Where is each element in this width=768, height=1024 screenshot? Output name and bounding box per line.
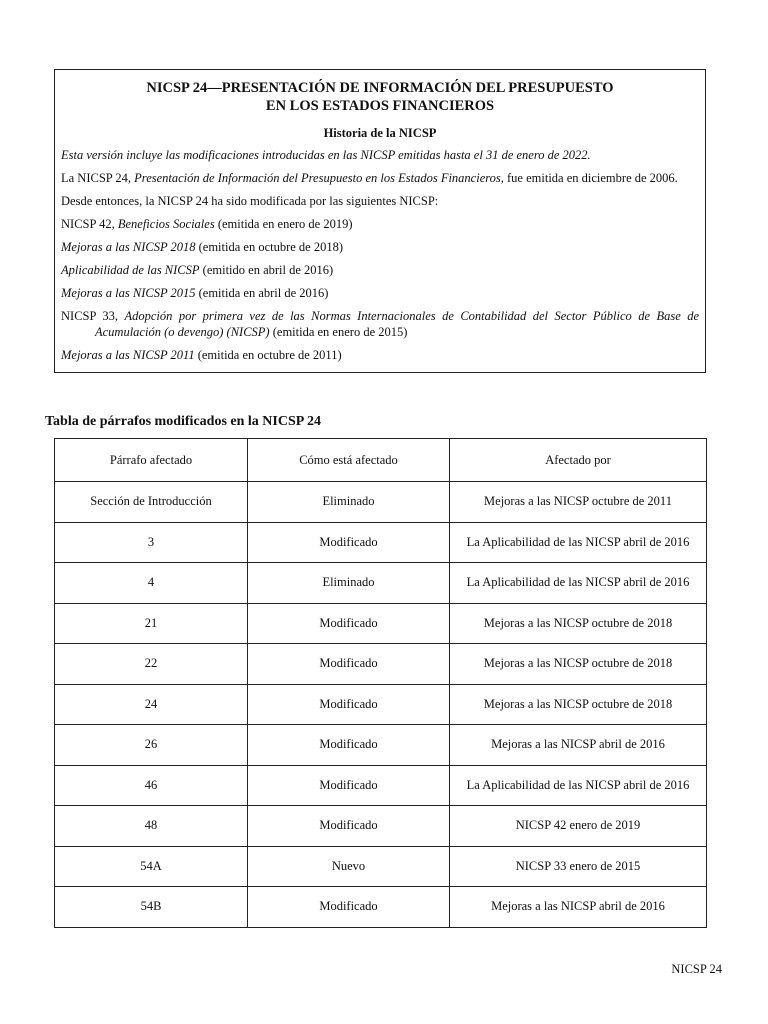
cell-by: Mejoras a las NICSP octubre de 2018 [450,644,707,685]
cell-how: Eliminado [248,563,450,604]
cell-by: Mejoras a las NICSP abril de 2016 [450,725,707,766]
cell-by: Mejoras a las NICSP octubre de 2011 [450,482,707,523]
cell-paragraph: 24 [55,684,248,725]
cell-paragraph: 4 [55,563,248,604]
cell-paragraph: 22 [55,644,248,685]
cell-paragraph: 48 [55,806,248,847]
table-row [55,684,707,725]
issued-statement: La NICSP 24, Presentación de Información del Presupuesto en los Estados Financieros, fue emitida en diciembre de 2006. [61,171,678,185]
cell-how: Eliminado [248,482,450,523]
amendment-item: Mejoras a las NICSP 2011 (emitida en octubre de 2011) [61,348,342,362]
cell-paragraph: 54A [55,846,248,887]
history-box [54,69,706,373]
cell-paragraph: 21 [55,603,248,644]
document-title [61,79,699,115]
cell-how: Modificado [248,725,450,766]
table-row [55,765,707,806]
cell-by: La Aplicabilidad de las NICSP abril de 2016 [450,563,707,604]
header-how-affected: Cómo está afectado [248,439,450,482]
cell-paragraph: 26 [55,725,248,766]
cell-paragraph: 3 [55,522,248,563]
cell-how: Modificado [248,603,450,644]
cell-by: NICSP 33 enero de 2015 [450,846,707,887]
table-row [55,563,707,604]
cell-how: Nuevo [248,846,450,887]
amended-intro: Desde entonces, la NICSP 24 ha sido modificada por las siguientes NICSP: [61,194,439,208]
cell-how: Modificado [248,887,450,928]
cell-by: NICSP 42 enero de 2019 [450,806,707,847]
cell-how: Modificado [248,644,450,685]
cell-paragraph: Sección de Introducción [55,482,248,523]
table-row [55,887,707,928]
amended-paragraphs-table [54,438,707,928]
cell-how: Modificado [248,684,450,725]
title-line-2: EN LOS ESTADOS FINANCIEROS [265,98,495,114]
table-row [55,644,707,685]
table-row [55,846,707,887]
cell-by: Mejoras a las NICSP octubre de 2018 [450,684,707,725]
cell-how: Modificado [248,806,450,847]
amendment-item: NICSP 42, Beneficios Sociales (emitida en enero de 2019) [61,217,353,231]
cell-by: La Aplicabilidad de las NICSP abril de 2016 [450,522,707,563]
table-row [55,522,707,563]
cell-how: Modificado [248,765,450,806]
version-note: Esta versión incluye las modificaciones introducidas en las NICSP emitidas hasta el 31 de enero de 2022. [61,148,591,162]
table-row [55,603,707,644]
table-caption: Tabla de párrafos modificados en la NICSP 24 [45,414,322,429]
cell-by: Mejoras a las NICSP abril de 2016 [450,887,707,928]
cell-by: La Aplicabilidad de las NICSP abril de 2016 [450,765,707,806]
cell-by: Mejoras a las NICSP octubre de 2018 [450,603,707,644]
table-row [55,482,707,523]
table-header-row [55,439,707,482]
header-affected-paragraph: Párrafo afectado [55,439,248,482]
amendment-item: NICSP 33, Adopción por primera vez de las Normas Internacionales de Contabilidad del Sector Público de Base de Acumulación (o devengo) (NICSP) (emitida en enero de 2015) [61,309,699,339]
amendment-item: Aplicabilidad de las NICSP (emitido en abril de 2016) [61,263,334,277]
page-footer-label: NICSP 24 [671,962,722,976]
amendment-item: Mejoras a las NICSP 2018 (emitida en octubre de 2018) [61,240,344,254]
amendment-item: Mejoras a las NICSP 2015 (emitida en abril de 2016) [61,286,329,300]
table-row [55,806,707,847]
table-row [55,725,707,766]
header-affected-by: Afectado por [450,439,707,482]
cell-how: Modificado [248,522,450,563]
cell-paragraph: 54B [55,887,248,928]
title-line-1: NICSP 24—PRESENTACIÓN DE INFORMACIÓN DEL PRESUPUESTO [146,80,614,96]
cell-paragraph: 46 [55,765,248,806]
history-heading: Historia de la NICSP [323,126,437,140]
